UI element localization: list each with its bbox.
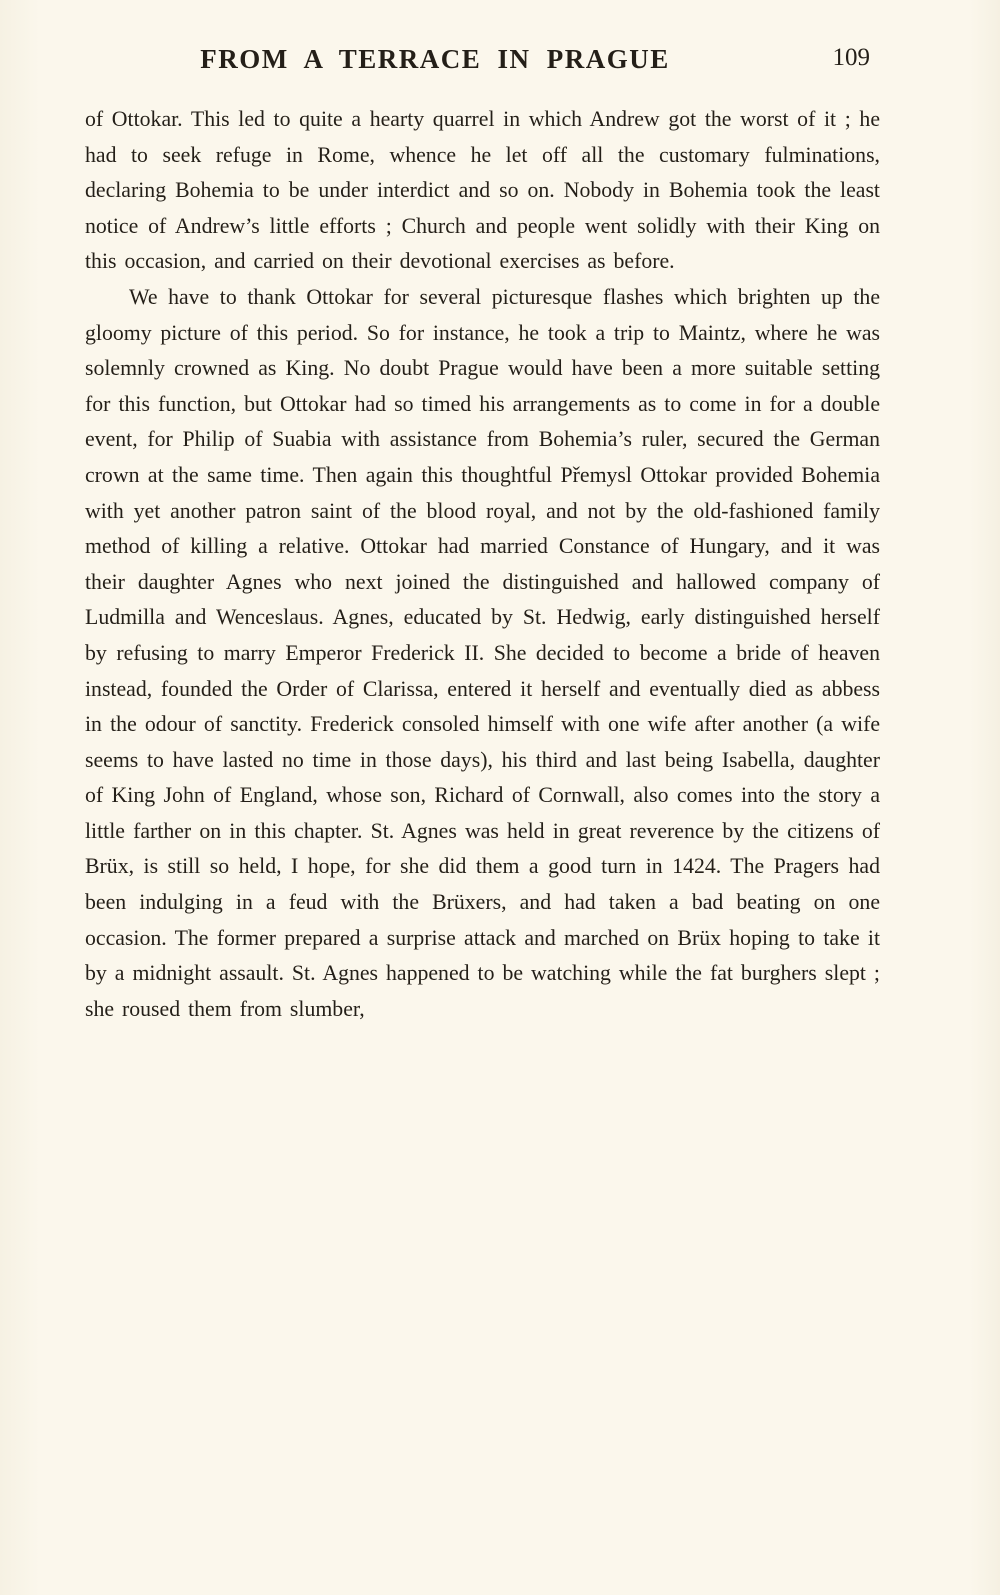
paragraph: We have to thank Ottokar for several picturesque flashes which brighten up the gloomy picture of this period. So for instance, he took a trip to Maintz, where he was solemnly crowned as King. No doubt Prague would have been a more suitable setting for this function, but Ottokar had so timed his arrangements as to come in for a double event, for Philip of Suabia with assistance from Bohemia’s ruler, secured the German crown at the same time. Then again this thoughtful Přemysl Ottokar provided Bohemia with yet another patron saint of the blood royal, and not by the old-fashioned family method of killing a relative. Ottokar had married Constance of Hungary, and it was their daughter Agnes who next joined the distinguished and hallowed company of Ludmilla and Wenceslaus. Agnes, educated by St. Hedwig, early distinguished herself by refusing to marry Emperor Frederick II. She decided to become a bride of heaven instead, founded the Order of Clarissa, entered it herself and eventually died as abbess in the odour of sanctity. Frederick consoled himself with one wife after another (a wife seems to have lasted no time in those days), his third and last being Isabella, daughter of King John of England, whose son, Richard of Cornwall, also comes into the story a little farther on in this chapter. St. Agnes was held in great reverence by the citizens of Brüx, is still so held, I hope, for she did them a good turn in 1424. The Pragers had been indulging in a feud with the Brüxers, and had taken a bad beating on one occasion. The former prepared a surprise attack and marched on Brüx hoping to take it by a midnight assault. St. Agnes happened to be watching while the fat burghers slept ; she roused them from slumber,: [85, 284, 880, 1021]
paragraph: of Ottokar. This led to quite a hearty quarrel in which Andrew got the worst of it ; he had to seek refuge in Rome, whence he let off all the customary fulminations, declaring Bohemia to be under interdict and so on. Nobody in Bohemia took the least notice of Andrew’s little efforts ; Church and people went solidly with their King on this occasion, and carried on their devotional exercises as before.: [85, 107, 880, 274]
page-title: FROM A TERRACE IN PRAGUE: [200, 44, 670, 74]
page-header: [85, 0, 880, 90]
body-text: [85, 102, 880, 1027]
page-number: 109: [832, 44, 870, 71]
